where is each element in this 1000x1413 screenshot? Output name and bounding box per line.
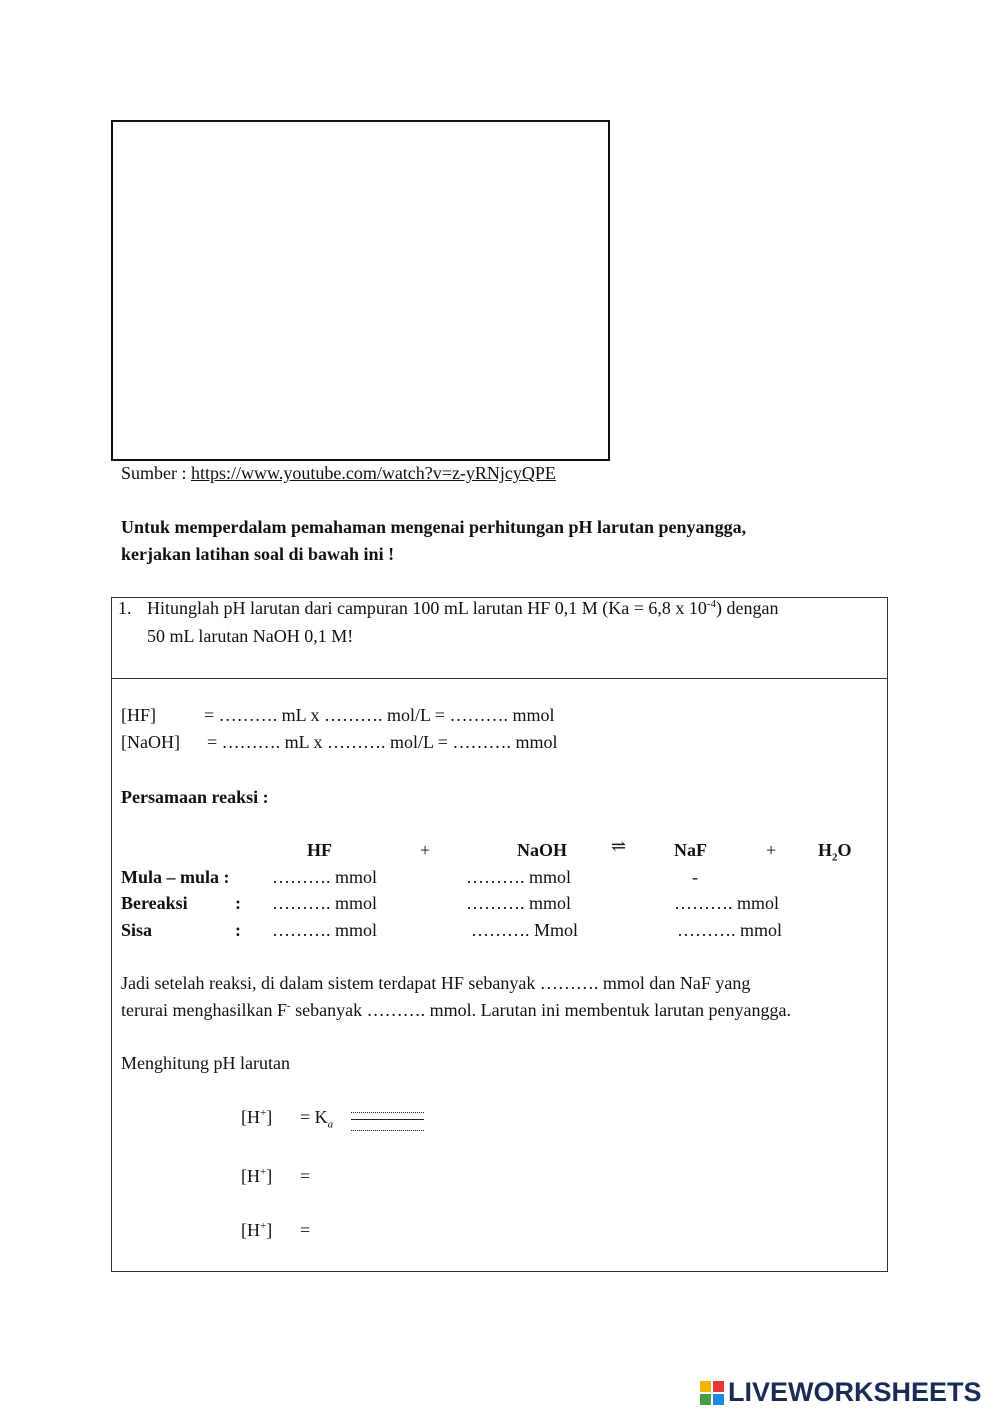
- conclusion-line-1[interactable]: Jadi setelah reaksi, di dalam sistem terdapat HF sebanyak ………. mmol dan NaF yang: [121, 973, 751, 993]
- source-link[interactable]: https://www.youtube.com/watch?v=z-yRNjcyQPE: [191, 463, 556, 483]
- remaining-naoh[interactable]: ………. Mmol: [471, 920, 579, 940]
- ph-heading: Menghitung pH larutan: [121, 1053, 290, 1073]
- conclusion-line-2[interactable]: [121, 1000, 791, 1021]
- plus-sign-2: +: [766, 840, 777, 860]
- instruction-line-2: kerjakan latihan soal di bawah ini !: [121, 544, 395, 564]
- liveworksheets-logo-icon: [700, 1381, 724, 1405]
- conclusion-text-b: sebanyak ………. mmol. Larutan ini membentuk larutan penyangga.: [290, 1000, 792, 1020]
- fraction-bar: [351, 1113, 424, 1120]
- question-divider: [111, 678, 888, 679]
- hf-label: [HF]: [121, 705, 156, 725]
- h-ion-label-1: [241, 1107, 272, 1128]
- h-ion-label-2: [241, 1166, 272, 1187]
- question-line-2: 50 mL larutan NaOH 0,1 M!: [147, 626, 354, 646]
- h2o-sub: 2: [832, 851, 838, 864]
- product-h2o: [818, 840, 852, 864]
- logo-text: LIVEWORKSHEETS: [728, 1377, 982, 1407]
- denominator-blank[interactable]: [351, 1120, 424, 1131]
- h-close-1: ]: [266, 1107, 273, 1127]
- h-open-3: [H: [241, 1220, 260, 1240]
- h-close-2: ]: [266, 1166, 273, 1186]
- row-label-reacted: Bereaksi: [121, 893, 188, 913]
- reacted-hf[interactable]: ………. mmol: [272, 893, 378, 913]
- question-exponent: -4: [706, 598, 717, 610]
- reactant-naoh: NaOH: [517, 840, 568, 860]
- h-open-1: [H: [241, 1107, 260, 1127]
- instruction-line-1: Untuk memperdalam pemahaman mengenai perhitungan pH larutan penyangga,: [121, 517, 747, 537]
- question-line-1: [147, 598, 779, 619]
- row-colon-remaining: :: [235, 920, 241, 940]
- liveworksheets-logo[interactable]: [700, 1377, 990, 1409]
- question-number: 1.: [118, 598, 132, 618]
- fraction[interactable]: [351, 1102, 424, 1131]
- initial-hf[interactable]: ………. mmol: [272, 867, 378, 887]
- row-label-remaining: Sisa: [121, 920, 153, 940]
- naoh-expression[interactable]: = ………. mL x ………. mol/L = ………. mmol: [207, 732, 558, 752]
- h2o-h: H: [818, 840, 833, 860]
- naoh-label: [NaOH]: [121, 732, 180, 752]
- h-ion-label-3: [241, 1220, 272, 1241]
- h-charge-3: +: [260, 1220, 267, 1232]
- h-charge-1: +: [260, 1107, 267, 1119]
- reactant-hf: HF: [307, 840, 332, 860]
- initial-naf: -: [692, 867, 698, 887]
- product-naf: NaF: [674, 840, 707, 860]
- question-text-a: Hitunglah pH larutan dari campuran 100 mL larutan HF 0,1 M (Ka = 6,8 x 10: [147, 598, 707, 618]
- reacted-naoh[interactable]: ………. mmol: [466, 893, 572, 913]
- h-charge-2: +: [260, 1166, 267, 1178]
- source-line: [121, 463, 556, 484]
- row-label-initial: Mula – mula :: [121, 867, 230, 887]
- plus-sign-1: +: [420, 840, 431, 860]
- equals-ka: = K: [300, 1107, 328, 1127]
- reacted-naf[interactable]: ………. mmol: [674, 893, 780, 913]
- h-open-2: [H: [241, 1166, 260, 1186]
- equals-3: =: [300, 1220, 311, 1240]
- conclusion-text-a: terurai menghasilkan F: [121, 1000, 287, 1020]
- question-text-b: ) dengan: [716, 598, 779, 618]
- video-placeholder[interactable]: [111, 120, 610, 461]
- numerator-blank[interactable]: [351, 1102, 424, 1113]
- ka-expression: [300, 1107, 333, 1131]
- remaining-naf[interactable]: ………. mmol: [677, 920, 783, 940]
- equilibrium-arrow-icon: ⇌: [611, 836, 627, 856]
- initial-naoh[interactable]: ………. mmol: [466, 867, 572, 887]
- h2o-o: O: [837, 840, 852, 860]
- fluoride-charge: -: [286, 1000, 291, 1012]
- h-close-3: ]: [266, 1220, 273, 1240]
- hf-expression[interactable]: = ………. mL x ………. mol/L = ………. mmol: [204, 705, 555, 725]
- equals-2: =: [300, 1166, 311, 1186]
- remaining-hf[interactable]: ………. mmol: [272, 920, 378, 940]
- reaction-heading: Persamaan reaksi :: [121, 787, 269, 807]
- ka-subscript: a: [327, 1118, 334, 1131]
- source-label: Sumber :: [121, 463, 191, 483]
- row-colon-reacted: :: [235, 893, 241, 913]
